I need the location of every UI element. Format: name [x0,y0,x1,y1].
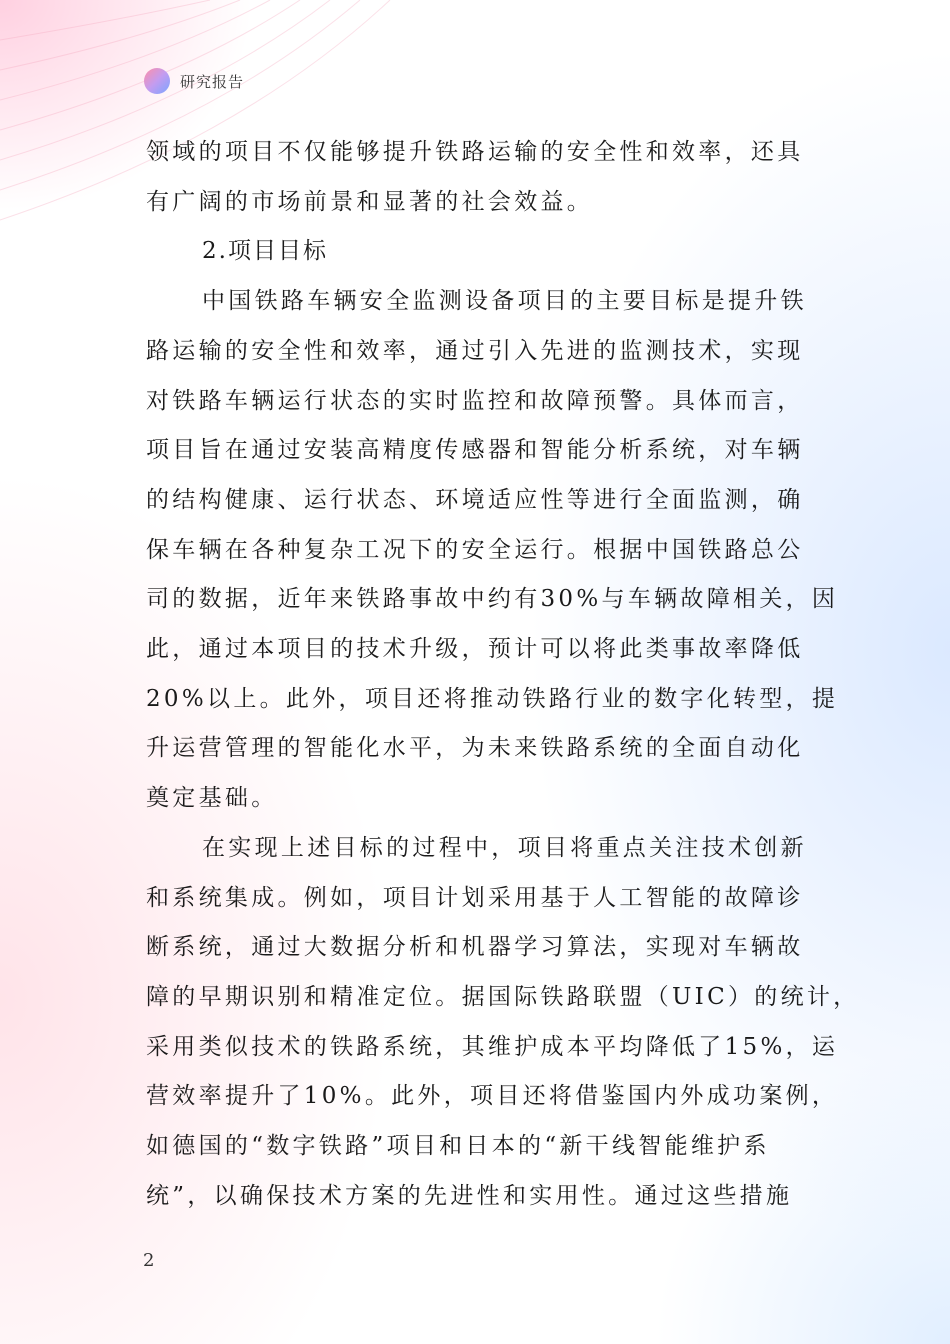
text-line: 此，通过本项目的技术升级，预计可以将此类事故率降低 [146,636,804,663]
text-line: 断系统，通过大数据分析和机器学习算法，实现对车辆故 [146,934,804,961]
text-line: 对铁路车辆运行状态的实时监控和故障预警。具体而言， [146,387,804,414]
section-heading [146,227,810,277]
page-number: 2 [143,1250,155,1271]
paragraph-project-goals [146,277,839,824]
text-line: 20%以上。此外，项目还将推动铁路行业的数字化转型，提 [146,685,839,712]
text-line: 项目旨在通过安装高精度传感器和智能分析系统，对车辆 [146,437,804,464]
text-line: 升运营管理的智能化水平，为未来铁路系统的全面自动化 [146,735,804,762]
header-title: 研究报告 [180,72,245,91]
paragraph-continuation [146,128,810,227]
text-line: 和系统集成。例如，项目计划采用基于人工智能的故障诊 [146,884,804,911]
text-line: 的结构健康、运行状态、环境适应性等进行全面监测，确 [146,486,804,513]
text-line: 采用类似技术的铁路系统，其维护成本平均降低了15%，运 [146,1033,839,1060]
paragraph-implementation [146,824,860,1222]
text-line: 障的早期识别和精准定位。据国际铁路联盟（UIC）的统计， [146,983,860,1010]
text-line: 在实现上述目标的过程中，项目将重点关注技术创新 [202,834,807,861]
text-line: 如德国的“数字铁路”项目和日本的“新干线智能维护系 [146,1133,770,1160]
text-line: 保车辆在各种复杂工况下的安全运行。根据中国铁路总公 [146,536,804,563]
text-line: 中国铁路车辆安全监测设备项目的主要目标是提升铁 [202,288,807,315]
document-body [146,128,860,1221]
text-line: 领域的项目不仅能够提升铁路运输的安全性和效率，还具 [146,139,804,165]
text-line: 奠定基础。 [146,785,278,812]
logo-circle-icon [144,68,170,94]
text-line: 营效率提升了10%。此外，项目还将借鉴国内外成功案例， [146,1083,839,1110]
text-line: 有广阔的市场前景和显著的社会效益。 [146,188,594,215]
text-line: 司的数据，近年来铁路事故中约有30%与车辆故障相关，因 [146,586,839,613]
text-line: 统”，以确保技术方案的先进性和实用性。通过这些措施 [146,1182,793,1209]
section-heading-text: 2.项目目标 [202,238,328,265]
text-line: 路运输的安全性和效率，通过引入先进的监测技术，实现 [146,337,804,364]
report-header [144,68,244,94]
